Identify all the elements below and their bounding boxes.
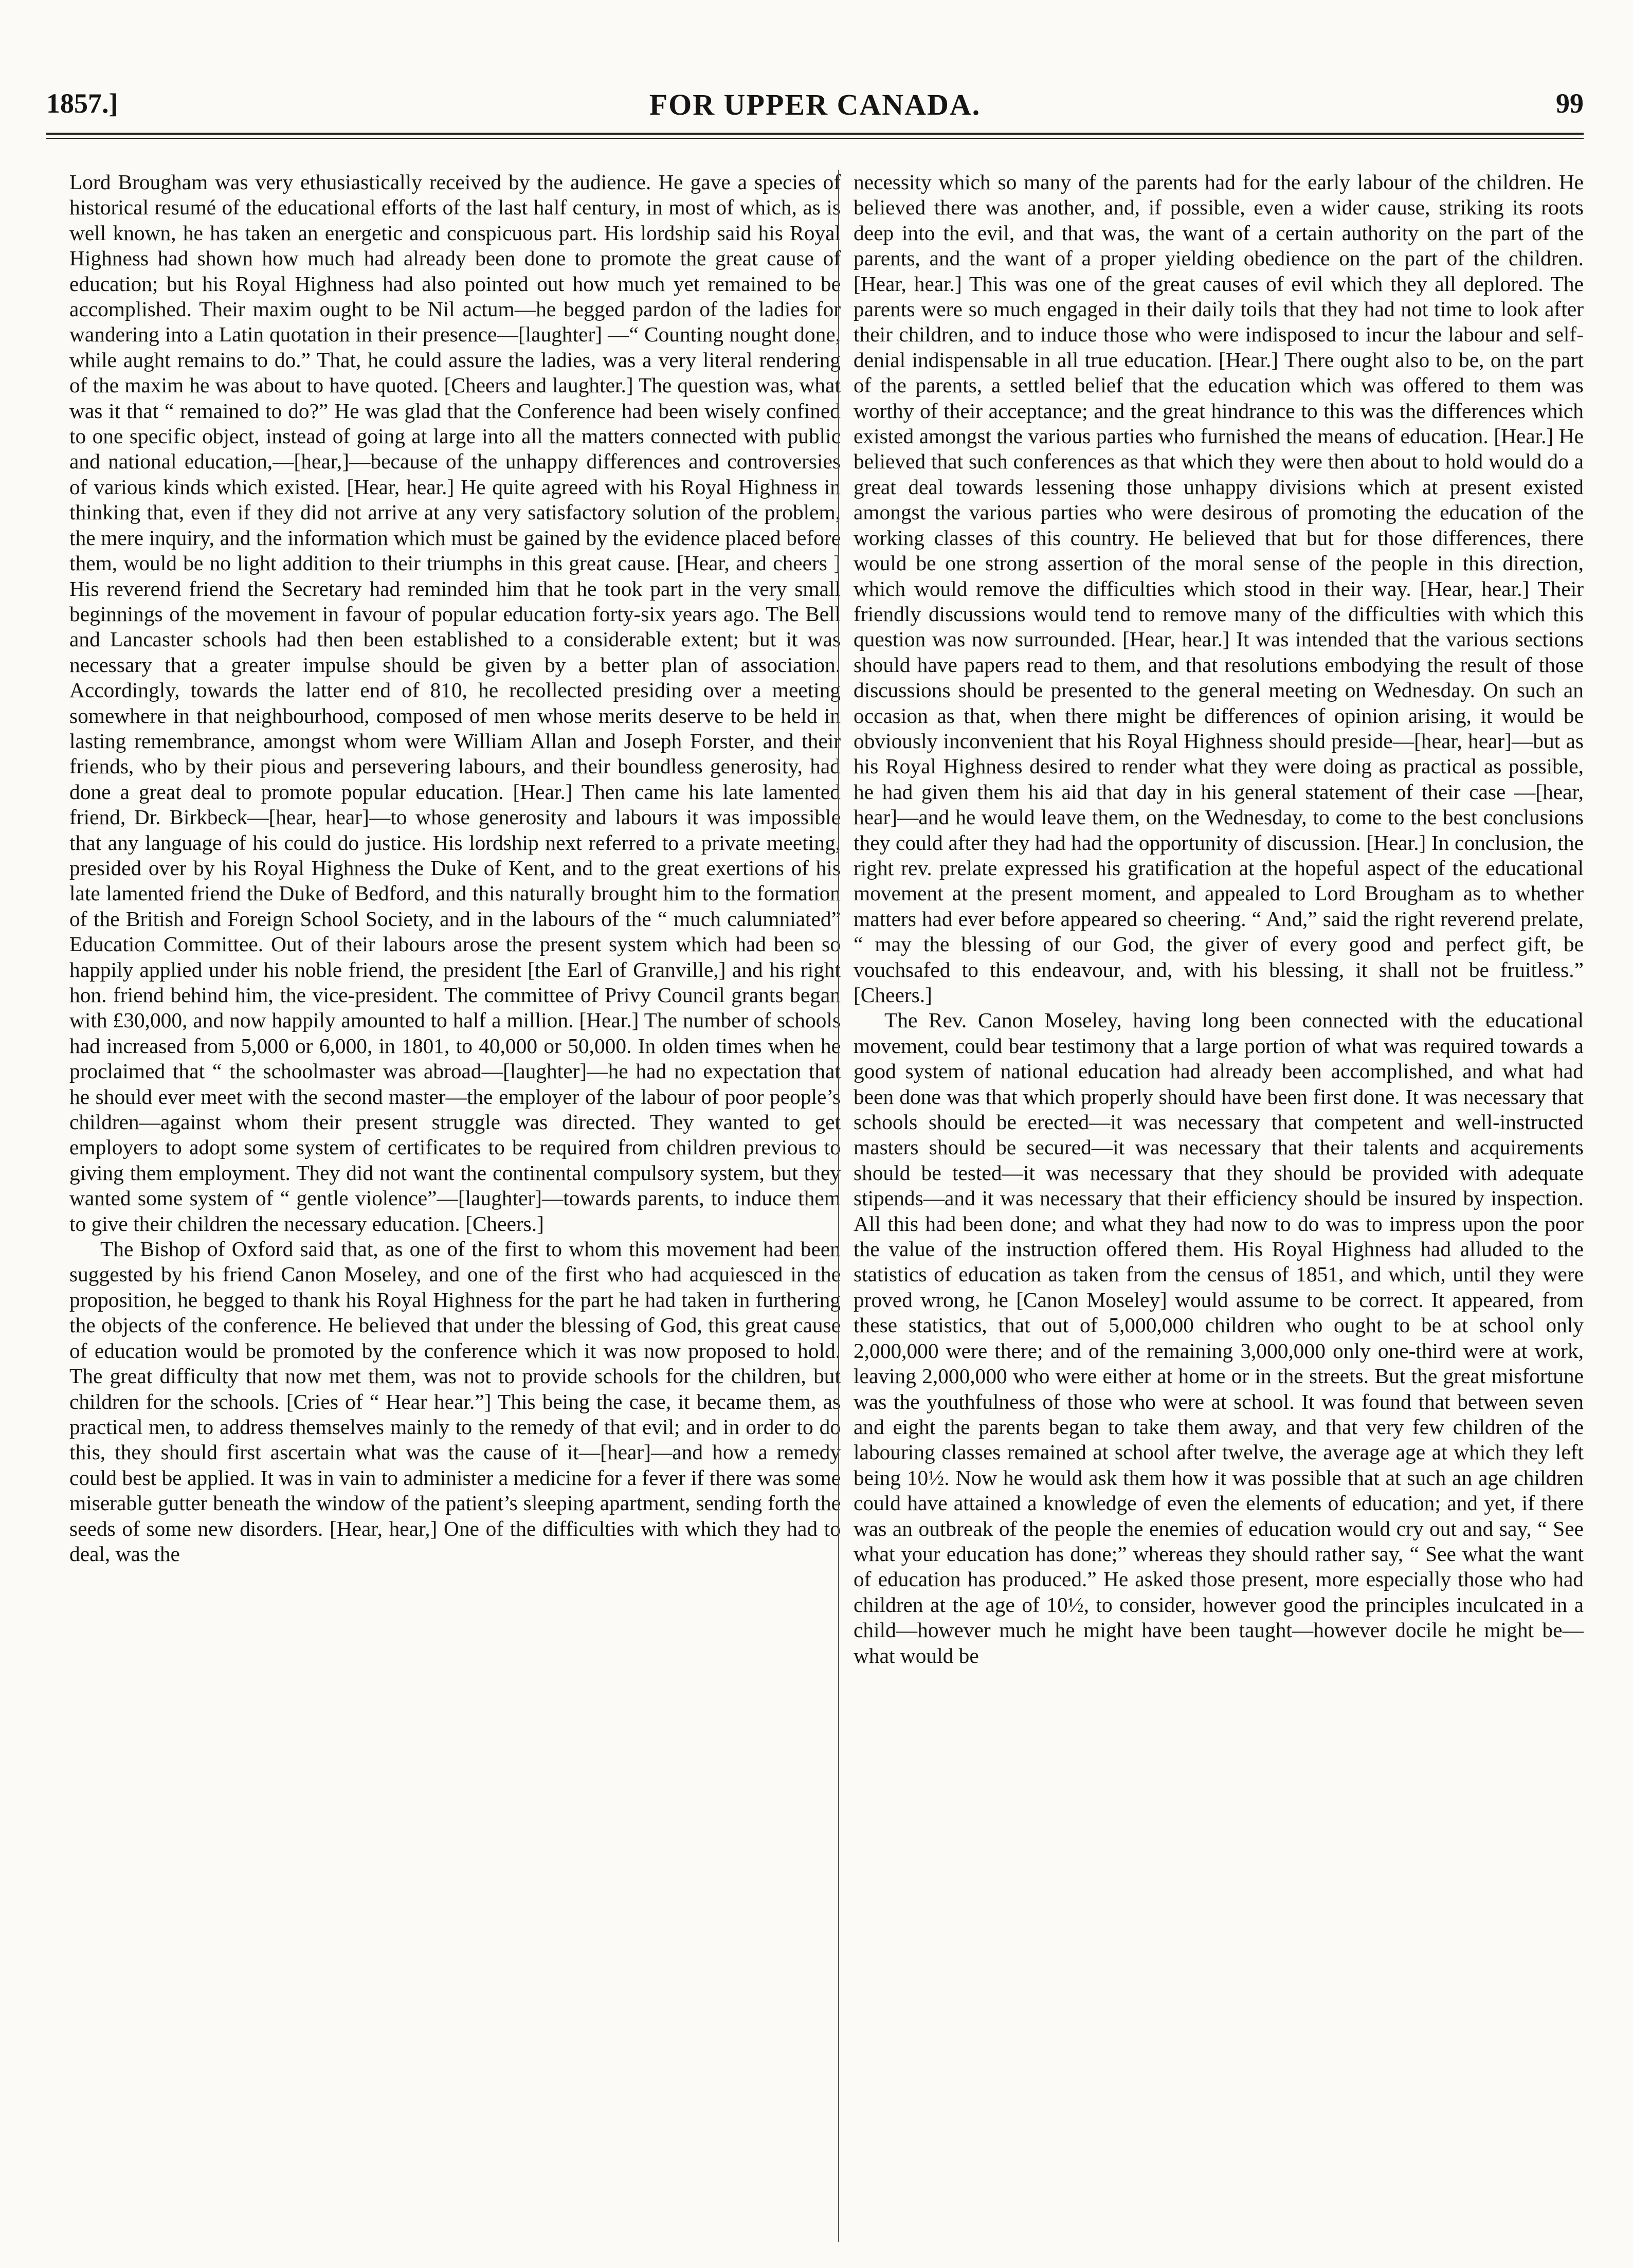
header-rule-thin bbox=[46, 138, 1584, 139]
header-rule bbox=[46, 133, 1584, 135]
header-year: 1857.] bbox=[46, 88, 118, 119]
page-number: 99 bbox=[1556, 88, 1584, 119]
paragraph-bishop-continued: necessity which so many of the parents had for the early labour of the children. He believed there was another, and, if possible, even a wider cause, striking its roots deep into the evil, and that was, the want of a certain authority on the part of the parents, and the want of a proper yielding obedience on the part of the children. [Hear, hear.] This was one of the great causes of evil which they all deplored. The parents were so much engaged in their daily toils that they had not time to look after their children, and to induce those who were indisposed to incur the labour and self-denial indispensable in all true education. [Hear.] There ought also to be, on the part of the parents, a settled belief that the education which was offered to them was worthy of their acceptance; and the great hindrance to this was the differences which existed amongst the various parties who furnished the means of education. [Hear.] He believed that such conferences as that which they were then about to hold would do a great deal towards lessening those unhappy divisions which at present existed amongst the various parties who were desirous of promoting the education of the working classes of this country. He believed that but for those differences, there would be one strong assertion of the moral sense of the people in this direction, which would remove the difficulties which stood in their way. [Hear, hear.] Their friendly discussions would tend to remove many of the difficulties with which this question was now surrounded. [Hear, hear.] It was intended that the various sections should have papers read to them, and that resolutions embodying the result of those discussions should be presented to the general meeting on Wednesday. On such an occasion as that, when there might be differences of opinion arising, it would be obviously inconvenient that his Royal Highness should preside—[hear, hear]—but as his Royal Highness desired to render what they were doing as practical as possible, he had given them his aid that day in his general statement of their case —[hear, hear]—and he would leave them, on the Wednesday, to come to the best conclusions they could after they had had the opportunity of discussion. [Hear.] In conclusion, the right rev. prelate expressed his gratification at the hopeful aspect of the educational movement at the present moment, and appealed to Lord Brougham as to whether matters had ever before appeared so cheering. “ And,” said the right reverend prelate, “ may the blessing of our God, the giver of every good and perfect gift, be vouchsafed to this endeavour, and, with his blessing, it shall not be fruitless.” [Cheers.] bbox=[854, 170, 1584, 1007]
paragraph-bishop-of-oxford: The Bishop of Oxford said that, as one of the first to whom this movement had been suggested by his friend Canon Moseley, and one of the first who had acquiesced in the proposition, he begged to thank his Royal Highness for the part he had taken in furthering the objects of the conference. He believed that under the blessing of God, this great cause of education would be promoted by the conference which it was now proposed to hold. The great difficulty that now met them, was not to provide schools for the children, but children for the schools. [Cries of “ Hear hear.”] This being the case, it became them, as practical men, to address themselves mainly to the remedy of that evil; and in order to do this, they should first ascertain what was the cause of it—[hear]—and how a remedy could best be applied. It was in vain to administer a medicine for a fever if there was some miserable gutter beneath the window of the patient’s sleeping apartment, sending forth the seeds of some new disorders. [Hear, hear,] One of the difficulties with which they had to deal, was the bbox=[69, 1237, 841, 1566]
right-column bbox=[854, 170, 1584, 2242]
column-divider bbox=[838, 170, 839, 2242]
left-column bbox=[69, 170, 841, 2242]
paragraph-brougham: Lord Brougham was very ethusiastically received by the audience. He gave a species of historical resumé of the educational efforts of the last half century, in most of which, as is well known, he has taken an energetic and conspicuous part. His lordship said his Royal Highness had shown how much had already been done to promote the great cause of education; but his Royal Highness had also pointed out how much yet remained to be accomplished. Their maxim ought to be Nil actum—he begged pardon of the ladies for wandering into a Latin quotation in their presence—[laughter] —“ Counting nought done, while aught remains to do.” That, he could assure the ladies, was a very literal rendering of the maxim he was about to have quoted. [Cheers and laughter.] The question was, what was it that “ remained to do?” He was glad that the Conference had been wisely confined to one specific object, instead of going at large into all the matters connected with public and national education,—[hear,]—because of the unhappy differences and controversies of various kinds which existed. [Hear, hear.] He quite agreed with his Royal Highness in thinking that, even if they did not arrive at any very satisfactory solution of the problem, the mere inquiry, and the information which must be gained by the evidence placed before them, would be no light addition to their triumphs in this great cause. [Hear, and cheers ] His reverend friend the Secretary had reminded him that he took part in the very small beginnings of the movement in favour of popular education forty-six years ago. The Bell and Lancaster schools had then been established to a considerable extent; but it was necessary that a greater impulse should be given by a better plan of association. Accordingly, towards the latter end of 810, he recollected presiding over a meeting somewhere in that neighbourhood, composed of men whose merits deserve to be held in lasting remembrance, amongst whom were William Allan and Joseph Forster, and their friends, who by their pious and persevering labours, and their boundless generosity, had done a great deal to promote popular education. [Hear.] Then came his late lamented friend, Dr. Birkbeck—[hear, hear]—to whose generosity and labours it was impossible that any language of his could do justice. His lordship next referred to a private meeting, presided over by his Royal Highness the Duke of Kent, and to the great exertions of his late lamented friend the Duke of Bedford, and this naturally brought him to the formation of the British and Foreign School Society, and in the labours of the “ much calumniated” Education Committee. Out of their labours arose the present system which had been so happily applied under his noble friend, the president [the Earl of Granville,] and his right hon. friend behind him, the vice-president. The committee of Privy Council grants began with £30,000, and now happily amounted to half a million. [Hear.] The number of schools had increased from 5,000 or 6,000, in 1801, to 40,000 or 50,000. In olden times when he proclaimed that “ the schoolmaster was abroad—[laughter]—he had no expectation that he should ever meet with the second master—the employer of the labour of poor people’s children—against whom their present struggle was directed. They wanted to get employers to adopt some system of certificates to be required from children previous to giving them employment. They did not want the continental compulsory system, but they wanted some system of “ gentle violence”—[laughter]—towards parents, to induce them to give their children the necessary education. [Cheers.] bbox=[69, 170, 841, 1236]
paragraph-canon-moseley: The Rev. Canon Moseley, having long been connected with the educational movement, could bear testimony that a large portion of what was required towards a good system of national education had already been accomplished, and what had been done was that which properly should have been first done. It was necessary that schools should be erected—it was necessary that competent and well-instructed masters should be secured—it was necessary that their talents and acquirements should be tested—it was necessary that they should be provided with adequate stipends—and it was necessary that their efficiency should be insured by inspection. All this had been done; and what they had now to do was to impress upon the poor the value of the instruction offered them. His Royal Highness had alluded to the statistics of education as taken from the census of 1851, and which, until they were proved wrong, he [Canon Moseley] would assume to be correct. It appeared, from these statistics, that out of 5,000,000 children who ought to be at school only 2,000,000 were there; and of the remaining 3,000,000 only one-third were at work, leaving 2,000,000 who were either at home or in the streets. But the great misfortune was the youthfulness of those who were at school. It was found that between seven and eight the parents began to take them away, and that very few children of the labouring classes remained at school after twelve, the average age at which they left being 10½. Now he would ask them how it was possible that at such an age children could have attained a knowledge of even the elements of education; and yet, if there was an outbreak of the people the enemies of education would cry out and say, “ See what your education has done;” whereas they should rather say, “ See what the want of education has produced.” He asked those present, more especially those who had children at the age of 10½, to consider, however good the principles inculcated in a child—however much he might have been taught—however docile he might be—what would be bbox=[854, 1008, 1584, 1667]
running-header bbox=[46, 87, 1584, 134]
header-title: FOR UPPER CANADA. bbox=[649, 88, 981, 121]
